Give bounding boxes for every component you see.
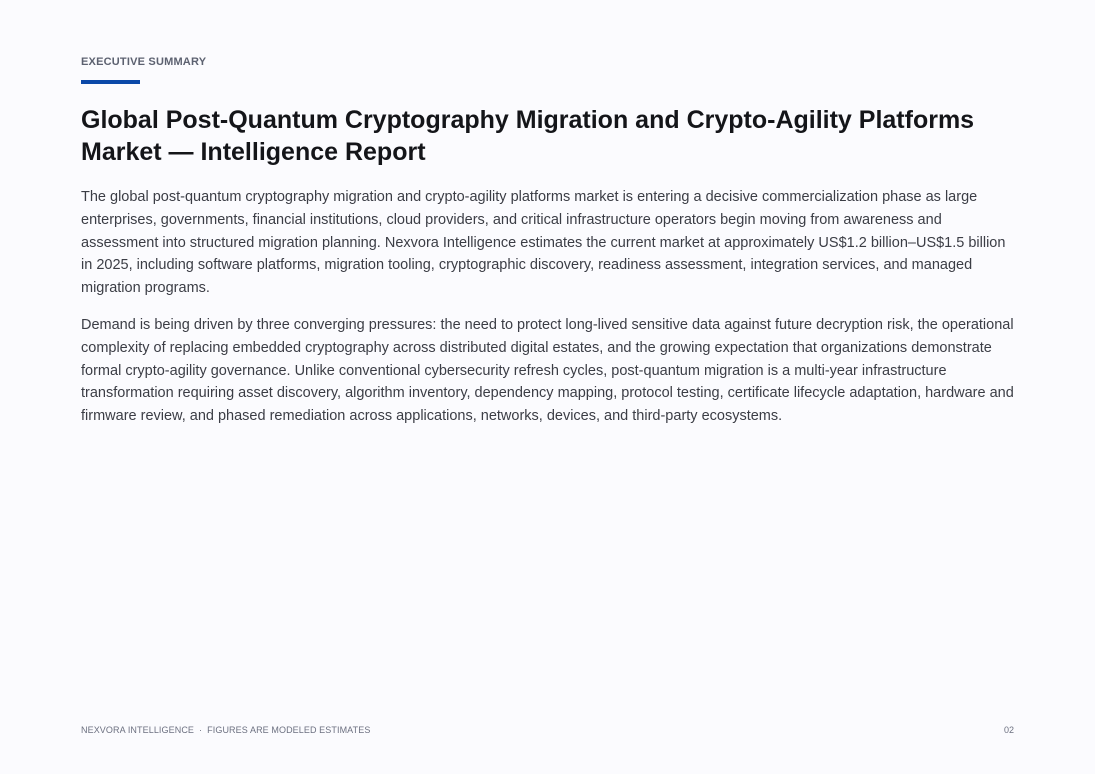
accent-bar (81, 80, 140, 84)
section-label: EXECUTIVE SUMMARY (81, 56, 207, 68)
footer-separator: · (199, 725, 203, 735)
footer-note: FIGURES ARE MODELED ESTIMATES (207, 725, 371, 735)
footer-caption (81, 725, 370, 735)
summary-body (81, 186, 1016, 442)
page-number: 02 (1003, 725, 1014, 735)
page-title: Global Post-Quantum Cryptography Migration and Crypto-Agility Platforms Market — Intelligence Report (81, 106, 975, 166)
summary-paragraph-1: The global post-quantum cryptography migration and crypto-agility platforms market is entering a decisive commercialization phase as large enterprises, governments, financial institutions, cloud providers, and critical infrastructure operators begin moving from awareness and assessment into structured migration planning. Nexvora Intelligence estimates the current market at approximately US$1.2 billion–US$1.5 billion in 2025, including software platforms, migration tooling, cryptographic discovery, readiness assessment, integration services, and managed migration programs. (81, 189, 1006, 297)
report-page (81, 0, 1016, 774)
footer-brand: NEXVORA INTELLIGENCE (81, 725, 195, 735)
summary-paragraph-2: Demand is being driven by three converging pressures: the need to protect long-lived sensitive data against future decryption risk, the operational complexity of replacing embedded cryptography across distributed digital estates, and the growing expectation that organizations demonstrate formal crypto-agility governance. Unlike conventional cybersecurity refresh cycles, post-quantum migration is a multi-year infrastructure transformation requiring asset discovery, algorithm inventory, dependency mapping, protocol testing, certificate lifecycle adaptation, hardware and firmware review, and phased remediation across applications, networks, devices, and third-party ecosystems. (81, 316, 1014, 425)
